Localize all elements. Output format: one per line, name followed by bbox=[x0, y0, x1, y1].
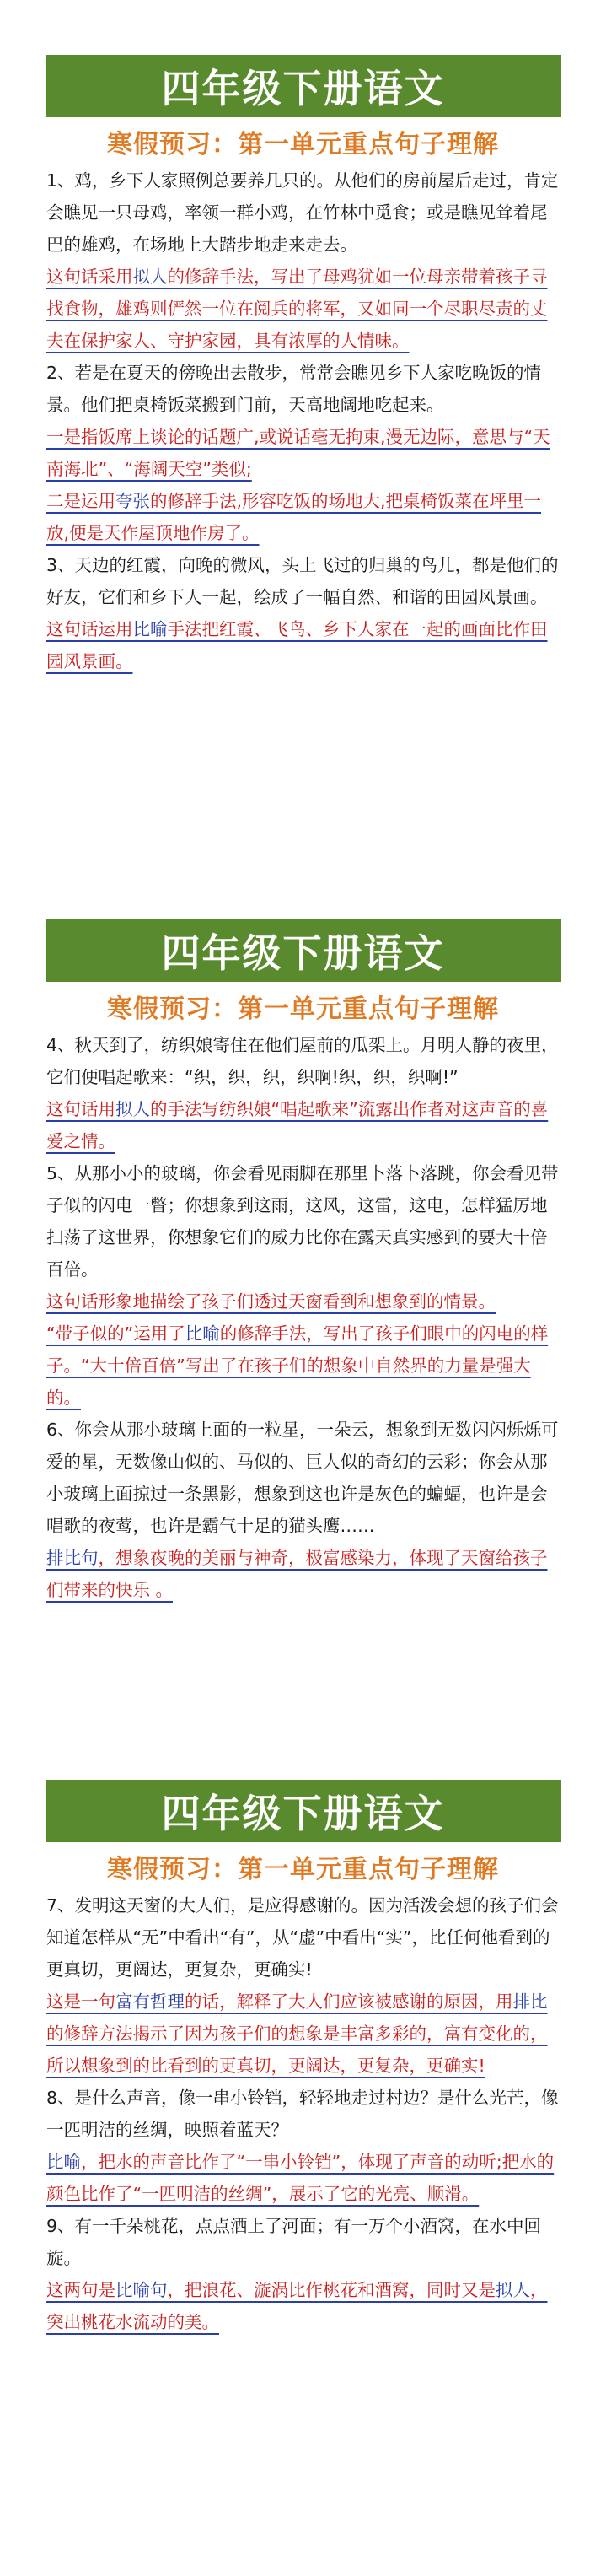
rhetoric-keyword: 排比 bbox=[512, 1991, 548, 2012]
analysis-text: ，把水的声音比作了“一串小铃铛”，体现了声音的动听;把水的颜色比作了“一匹明洁的丝绸”，展示了它的光亮、顺滑。 bbox=[46, 2152, 555, 2204]
analysis-7 bbox=[46, 1986, 560, 2082]
rhetoric-keyword: 拟人 bbox=[496, 2280, 530, 2300]
rhetoric-keyword: 比喻 bbox=[46, 2152, 81, 2172]
analysis-text: 的修辞手法,形容吃饭的场地大,把桌椅饭菜在坪里一放,便是天作屋顶地作房了。 bbox=[46, 491, 542, 543]
analysis-2b bbox=[46, 485, 560, 549]
section-title-banner: 四年级下册语文 bbox=[46, 919, 561, 982]
analysis-text: “带子似的”运用了 bbox=[46, 1323, 185, 1344]
analysis-text: ，把浪花、漩涡比作桃花和酒窝，同时又是 bbox=[167, 2280, 496, 2300]
section-body bbox=[46, 1889, 560, 2338]
section-subtitle: 寒假预习：第一单元重点句子理解 bbox=[107, 994, 499, 1024]
section-subtitle: 寒假预习：第一单元重点句子理解 bbox=[107, 1855, 499, 1884]
rhetoric-keyword: 夸张 bbox=[115, 491, 150, 511]
analysis-5a bbox=[46, 1285, 560, 1318]
rhetoric-keyword: 比喻 bbox=[185, 1323, 220, 1344]
rhetoric-keyword: 排比句 bbox=[46, 1548, 99, 1568]
analysis-text: 二是运用 bbox=[46, 491, 115, 511]
rhetoric-keyword: 拟人 bbox=[132, 267, 168, 287]
sentence-3: 3、天边的红霞，向晚的微风，头上飞过的归巢的鸟儿，都是他们的好友，它们和乡下人一起，绘成了一幅自然、和谐的田园风景画。 bbox=[46, 555, 559, 607]
sentence-6: 6、你会从那小玻璃上面的一粒星，一朵云，想象到无数闪闪烁烁可爱的星，无数像山似的、马似的、巨人似的奇幻的云彩；你会从那小玻璃上面掠过一条黑影，想象到这也许是灰色的蝙蝠，也许是会唱歌的夜莺，也许是霸气十足的猫头鹰…… bbox=[46, 1420, 559, 1536]
sentence-8: 8、是什么声音，像一串小铃铛，轻轻地走过村边？是什么光芒，像一匹明洁的丝绸，映照着蓝天？ bbox=[46, 2088, 559, 2140]
analysis-8 bbox=[46, 2146, 560, 2210]
rhetoric-keyword: 富有哲理 bbox=[115, 1991, 185, 2012]
section-subtitle: 寒假预习：第一单元重点句子理解 bbox=[107, 130, 499, 159]
sentence-5: 5、从那小小的玻璃，你会看见雨脚在那里卜落卜落跳，你会看见带子似的闪电一瞥；你想象到这雨，这风，这雷，这电，怎样猛厉地扫荡了这世界，你想象它们的威力比你在露天真实感到的要大十倍百倍。 bbox=[46, 1163, 559, 1280]
analysis-text: 这句话形象地描绘了孩子们透过天窗看到和想象到的情景。 bbox=[46, 1291, 496, 1312]
section-body bbox=[46, 1029, 560, 1606]
analysis-text: 的话，解释了大人们应该被感谢的原因，用 bbox=[185, 1991, 513, 2012]
analysis-9 bbox=[46, 2274, 560, 2338]
analysis-text: ，想象夜晚的美丽与神奇，极富感染力，体现了天窗给孩子们带来的快乐 。 bbox=[46, 1548, 548, 1600]
analysis-text: 这是一句 bbox=[46, 1991, 115, 2012]
sentence-2: 2、若是在夏天的傍晚出去散步，常常会瞧见乡下人家吃晚饭的情景。他们把桌椅饭菜搬到门前，天高地阔地吃起来。 bbox=[46, 363, 542, 415]
section-body bbox=[46, 164, 560, 677]
analysis-text: 这句话采用 bbox=[46, 267, 133, 287]
analysis-text: 这句话运用 bbox=[46, 619, 133, 639]
section-3 bbox=[0, 1780, 606, 2338]
sentence-1: 1、鸡，乡下人家照例总要养几只的。从他们的房前屋后走过，肯定会瞧见一只母鸡，率领一群小鸡，在竹林中觅食；或是瞧见耸着尾巴的雄鸡，在场地上大踏步地走来走去。 bbox=[46, 170, 559, 255]
section-title-banner: 四年级下册语文 bbox=[46, 1780, 561, 1842]
section-2 bbox=[0, 919, 606, 1606]
analysis-1 bbox=[46, 261, 560, 357]
section-1 bbox=[0, 55, 606, 677]
rhetoric-keyword: 比喻 bbox=[132, 619, 168, 639]
rhetoric-keyword: 比喻句 bbox=[115, 2280, 168, 2300]
analysis-4 bbox=[46, 1093, 560, 1157]
analysis-text: 的修辞方法揭示了因为孩子们的想象是丰富多彩的，富有变化的，所以想象到的比看到的更真切，更阔达，更复杂，更确实! bbox=[46, 2024, 548, 2076]
analysis-text: 的修辞手法，写出了母鸡犹如一位母亲带着孩子寻找食物，雄鸡则俨然一位在阅兵的将军，又如同一个尽职尽责的丈夫在保护家人、守护家园，具有浓厚的人情味。 bbox=[46, 267, 548, 351]
analysis-6 bbox=[46, 1542, 560, 1606]
rhetoric-keyword: 拟人 bbox=[115, 1099, 150, 1119]
sentence-4: 4、秋天到了，纺织娘寄住在他们屋前的瓜架上。月明人静的夜里，它们便唱起歌来：“织，织，织，织啊!织，织，织啊!” bbox=[46, 1035, 559, 1087]
analysis-2a bbox=[46, 421, 560, 485]
analysis-text: 一是指饭席上谈论的话题广,或说话毫无拘束,漫无边际，意思与“天南海北”、“海阔天空”类似; bbox=[46, 427, 550, 479]
analysis-5b bbox=[46, 1318, 560, 1414]
analysis-text: ，突出桃花水流动的美。 bbox=[46, 2280, 548, 2332]
analysis-text: 这两句是 bbox=[46, 2280, 115, 2300]
analysis-3 bbox=[46, 613, 560, 677]
analysis-text: 手法把红霞、飞鸟、乡下人家在一起的画面比作田园风景画。 bbox=[46, 619, 548, 671]
analysis-text: 这句话用 bbox=[46, 1099, 115, 1119]
analysis-text: 的手法写纺织娘“唱起歌来”流露出作者对这声音的喜爱之情。 bbox=[46, 1099, 549, 1151]
analysis-text: 的修辞手法，写出了孩子们眼中的闪电的样子。“大十倍百倍”写出了在孩子们的想象中自然界的力量是强大的。 bbox=[46, 1323, 549, 1408]
section-title-banner: 四年级下册语文 bbox=[46, 55, 561, 117]
sentence-9: 9、有一千朵桃花，点点洒上了河面；有一万个小酒窝，在水中回旋。 bbox=[46, 2216, 542, 2268]
sentence-7: 7、发明这天窗的大人们，是应得感谢的。因为活泼会想的孩子们会知道怎样从“无”中看出“有”，从“虚”中看出“实”，比任何他看到的更真切，更阔达，更复杂，更确实! bbox=[46, 1895, 559, 1980]
